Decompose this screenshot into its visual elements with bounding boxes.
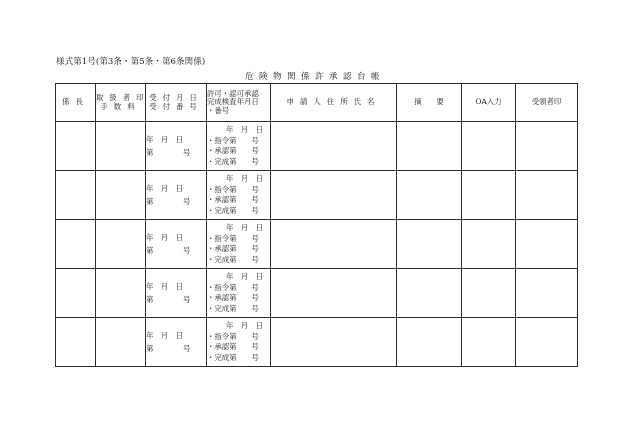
summary-cell[interactable] bbox=[397, 220, 462, 269]
permit-approval-placeholder: ・承認第 号 bbox=[207, 195, 259, 204]
receipt-number-placeholder: 第 号 bbox=[146, 246, 191, 255]
permit-approval-placeholder: ・承認第 号 bbox=[207, 293, 259, 302]
form-identifier: 様式第1号(第3条・第5条・第6条関係) bbox=[56, 57, 206, 67]
chief-cell[interactable] bbox=[56, 220, 96, 269]
receipt-number-placeholder: 第 号 bbox=[146, 148, 191, 157]
permit-date-placeholder: 年 月 日 bbox=[226, 174, 263, 183]
header-receipt-number: 受付番号 bbox=[149, 101, 203, 111]
receipt-number-placeholder: 第 号 bbox=[146, 344, 191, 353]
recipient-seal-cell[interactable] bbox=[516, 318, 578, 367]
applicant-cell[interactable] bbox=[271, 318, 397, 367]
permit-date-placeholder: 年 月 日 bbox=[226, 125, 263, 134]
handler-fee-cell[interactable] bbox=[96, 122, 146, 171]
permit-order-placeholder: ・指令第 号 bbox=[207, 135, 259, 145]
header-receipt bbox=[146, 84, 207, 122]
receipt-date-placeholder: 年 月 日 bbox=[146, 282, 183, 291]
header-permit-line2: 完成検査年月日 bbox=[207, 97, 259, 107]
receipt-cell[interactable] bbox=[146, 220, 207, 269]
permit-order-placeholder: ・指令第 号 bbox=[207, 184, 259, 194]
chief-cell[interactable] bbox=[56, 318, 96, 367]
oa-input-cell[interactable] bbox=[462, 318, 516, 367]
document-title: 危険物関係許承認台帳 bbox=[244, 72, 385, 82]
chief-cell[interactable] bbox=[56, 122, 96, 171]
permit-approval-placeholder: ・承認第 号 bbox=[207, 342, 259, 351]
permit-cell[interactable] bbox=[207, 171, 271, 220]
permit-completion-placeholder: ・完成第 号 bbox=[207, 205, 259, 215]
ledger-row bbox=[56, 171, 578, 220]
permit-approval-placeholder: ・承認第 号 bbox=[207, 146, 259, 155]
summary-cell[interactable] bbox=[397, 318, 462, 367]
permit-cell[interactable] bbox=[207, 269, 271, 318]
ledger-row bbox=[56, 220, 578, 269]
header-applicant: 申請人住所氏名 bbox=[271, 84, 397, 122]
recipient-seal-cell[interactable] bbox=[516, 171, 578, 220]
ledger-row bbox=[56, 122, 578, 171]
handler-fee-cell[interactable] bbox=[96, 220, 146, 269]
applicant-cell[interactable] bbox=[271, 122, 397, 171]
permit-cell[interactable] bbox=[207, 220, 271, 269]
applicant-cell[interactable] bbox=[271, 171, 397, 220]
receipt-cell[interactable] bbox=[146, 269, 207, 318]
permit-cell[interactable] bbox=[207, 318, 271, 367]
header-receipt-date: 受付月日 bbox=[149, 92, 203, 102]
permit-order-placeholder: ・指令第 号 bbox=[207, 331, 259, 341]
oa-input-cell[interactable] bbox=[462, 220, 516, 269]
permit-cell[interactable] bbox=[207, 122, 271, 171]
ledger-row bbox=[56, 318, 578, 367]
summary-cell[interactable] bbox=[397, 122, 462, 171]
permit-completion-placeholder: ・完成第 号 bbox=[207, 352, 259, 362]
receipt-cell[interactable] bbox=[146, 122, 207, 171]
permit-approval-placeholder: ・承認第 号 bbox=[207, 244, 259, 253]
permit-order-placeholder: ・指令第 号 bbox=[207, 282, 259, 292]
receipt-date-placeholder: 年 月 日 bbox=[146, 233, 183, 242]
handler-fee-cell[interactable] bbox=[96, 269, 146, 318]
permit-date-placeholder: 年 月 日 bbox=[226, 321, 263, 330]
permit-completion-placeholder: ・完成第 号 bbox=[207, 254, 259, 264]
header-row bbox=[56, 84, 578, 122]
summary-cell[interactable] bbox=[397, 269, 462, 318]
oa-input-cell[interactable] bbox=[462, 171, 516, 220]
chief-cell[interactable] bbox=[56, 269, 96, 318]
permit-order-placeholder: ・指令第 号 bbox=[207, 233, 259, 243]
applicant-cell[interactable] bbox=[271, 220, 397, 269]
permit-date-placeholder: 年 月 日 bbox=[226, 272, 263, 281]
header-permit-line3: ・番号 bbox=[207, 105, 230, 115]
receipt-cell[interactable] bbox=[146, 171, 207, 220]
permit-ledger-table bbox=[55, 83, 578, 367]
header-chief: 係長 bbox=[56, 84, 96, 122]
summary-cell[interactable] bbox=[397, 171, 462, 220]
recipient-seal-cell[interactable] bbox=[516, 269, 578, 318]
header-handler-fee bbox=[96, 84, 150, 122]
applicant-cell[interactable] bbox=[271, 269, 397, 318]
handler-fee-cell[interactable] bbox=[96, 318, 146, 367]
recipient-seal-cell[interactable] bbox=[516, 220, 578, 269]
header-permit bbox=[207, 84, 271, 122]
header-handler-seal: 取扱者印 bbox=[96, 92, 150, 102]
permit-date-placeholder: 年 月 日 bbox=[226, 223, 263, 232]
header-oa-input: OA入力 bbox=[462, 84, 516, 122]
header-recipient-seal: 受領者印 bbox=[516, 84, 578, 122]
ledger-row bbox=[56, 269, 578, 318]
handler-fee-cell[interactable] bbox=[96, 171, 146, 220]
header-summary: 摘 要 bbox=[397, 84, 462, 122]
permit-completion-placeholder: ・完成第 号 bbox=[207, 303, 259, 313]
receipt-date-placeholder: 年 月 日 bbox=[146, 331, 183, 340]
permit-completion-placeholder: ・完成第 号 bbox=[207, 156, 259, 166]
receipt-number-placeholder: 第 号 bbox=[146, 197, 191, 206]
header-fee: 手数料 bbox=[100, 101, 141, 111]
oa-input-cell[interactable] bbox=[462, 269, 516, 318]
receipt-date-placeholder: 年 月 日 bbox=[146, 184, 183, 193]
header-permit-line1: 許可・認可承認 bbox=[207, 88, 259, 98]
chief-cell[interactable] bbox=[56, 171, 96, 220]
receipt-cell[interactable] bbox=[146, 318, 207, 367]
oa-input-cell[interactable] bbox=[462, 122, 516, 171]
receipt-number-placeholder: 第 号 bbox=[146, 295, 191, 304]
recipient-seal-cell[interactable] bbox=[516, 122, 578, 171]
receipt-date-placeholder: 年 月 日 bbox=[146, 135, 183, 144]
